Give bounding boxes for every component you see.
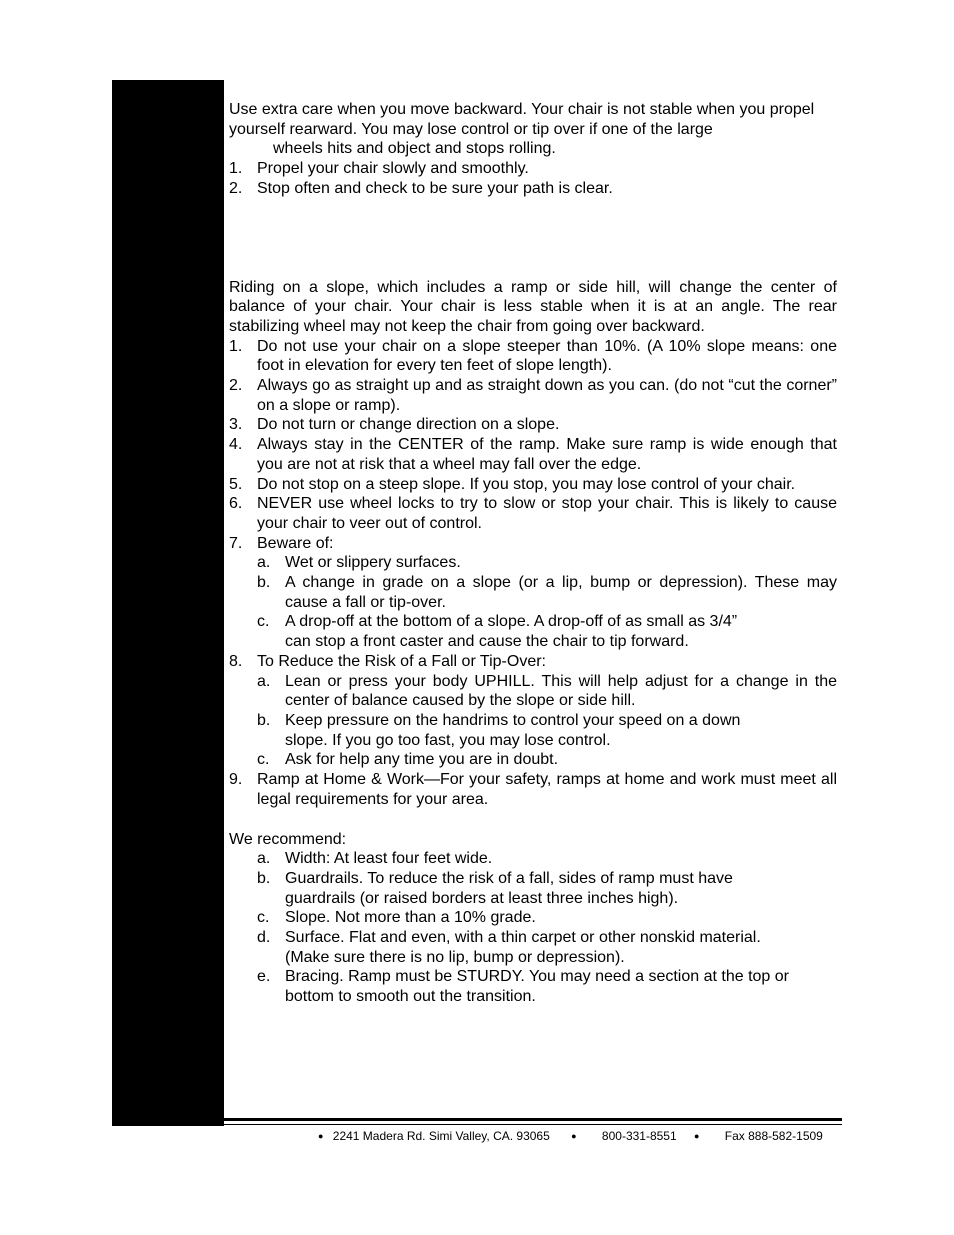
bullet-icon: ● bbox=[571, 1131, 577, 1141]
list-item: 1. Propel your chair slowly and smoothly. bbox=[229, 160, 529, 178]
list-item: 2. Stop often and check to be sure your path is clear. bbox=[229, 179, 613, 197]
list-item: c. Ask for help any time you are in doubt. bbox=[257, 751, 559, 769]
list-item: 3. Do not turn or change direction on a slope. bbox=[229, 416, 560, 434]
footer-rule-thick bbox=[224, 1118, 842, 1121]
footer-rule-thin bbox=[224, 1124, 842, 1125]
list-item: d. Surface. Flat and even, with a thin carpet or other nonskid material. (Make sure there is no lip, bump or depression). bbox=[257, 929, 761, 966]
section-spacer bbox=[229, 810, 837, 830]
footer-contact-line bbox=[318, 1129, 838, 1143]
list-item: a. Width: At least four feet wide. bbox=[257, 850, 493, 868]
list-item: 6. NEVER use wheel locks to try to slow or stop your chair. This is likely to cause your chair to veer out of control. bbox=[229, 495, 837, 532]
list-item: a. Wet or slippery surfaces. bbox=[257, 554, 461, 572]
list-item: 1. Do not use your chair on a slope steeper than 10%. (A 10% slope means: one foot in elevation for every ten feet of slope length). bbox=[229, 337, 837, 375]
list-item: b. A change in grade on a slope (or a lip, bump or depression). These may cause a fall or tip-over. bbox=[257, 574, 837, 611]
footer-address: 2241 Madera Rd. Simi Valley, CA. 93065 bbox=[332, 1129, 550, 1143]
list-item: c. Slope. Not more than a 10% grade. bbox=[257, 909, 536, 927]
black-sidebar-bar bbox=[112, 80, 224, 1126]
list-item: 2. Always go as straight up and as straight down as you can. (do not “cut the corner” on a slope or ramp). bbox=[229, 377, 837, 414]
backward-intro-continued: wheels hits and object and stops rolling. bbox=[273, 140, 556, 158]
footer-phone: 800-331-8551 bbox=[601, 1129, 677, 1143]
backward-steps-list bbox=[229, 159, 837, 198]
recommend-heading: We recommend: bbox=[229, 830, 347, 848]
list-item: 7. Beware of: bbox=[229, 534, 334, 552]
list-item: e. Bracing. Ramp must be STURDY. You may need a section at the top or bottom to smooth out the transition. bbox=[257, 968, 789, 1006]
page-content bbox=[229, 100, 837, 1007]
list-item: 5. Do not stop on a steep slope. If you stop, you may lose control of your chair. bbox=[229, 475, 796, 493]
backward-intro bbox=[229, 100, 837, 139]
backward-intro-text: Use extra care when you move backward. Your chair is not stable when you propel yourself rearward. You may lose control or tip over if one of the large bbox=[229, 101, 815, 138]
bullet-icon: ● bbox=[694, 1131, 700, 1141]
list-item: 4. Always stay in the CENTER of the ramp. Make sure ramp is wide enough that you are not at risk that a wheel may fall over the edge. bbox=[229, 436, 837, 473]
list-item: b. Guardrails. To reduce the risk of a fall, sides of ramp must have guardrails (or raised borders at least three inches high). bbox=[257, 869, 733, 907]
slope-items-list bbox=[229, 337, 837, 810]
bullet-icon: ● bbox=[318, 1131, 324, 1141]
list-item: 8. To Reduce the Risk of a Fall or Tip-Over: bbox=[229, 652, 546, 670]
list-item: a. Lean or press your body UPHILL. This will help adjust for a change in the center of balance caused by the slope or side hill. bbox=[257, 672, 837, 710]
slope-intro: Riding on a slope, which includes a ramp or side hill, will change the center of balance of your chair. Your chair is less stable when it is at an angle. The rear stabilizing wheel may not keep the chair from going over backward. bbox=[229, 278, 837, 335]
section-spacer bbox=[229, 199, 837, 278]
recommend-list bbox=[229, 849, 837, 1007]
list-item: c. A drop-off at the bottom of a slope. A drop-off of as small as 3/4” can stop a front caster and cause the chair to tip forward. bbox=[257, 613, 738, 651]
list-item: 9. Ramp at Home & Work—For your safety, ramps at home and work must meet all legal requirements for your area. bbox=[229, 771, 837, 808]
list-item: b. Keep pressure on the handrims to control your speed on a down slope. If you go too fast, you may lose control. bbox=[257, 711, 741, 749]
footer-fax: Fax 888-582-1509 bbox=[724, 1129, 823, 1143]
